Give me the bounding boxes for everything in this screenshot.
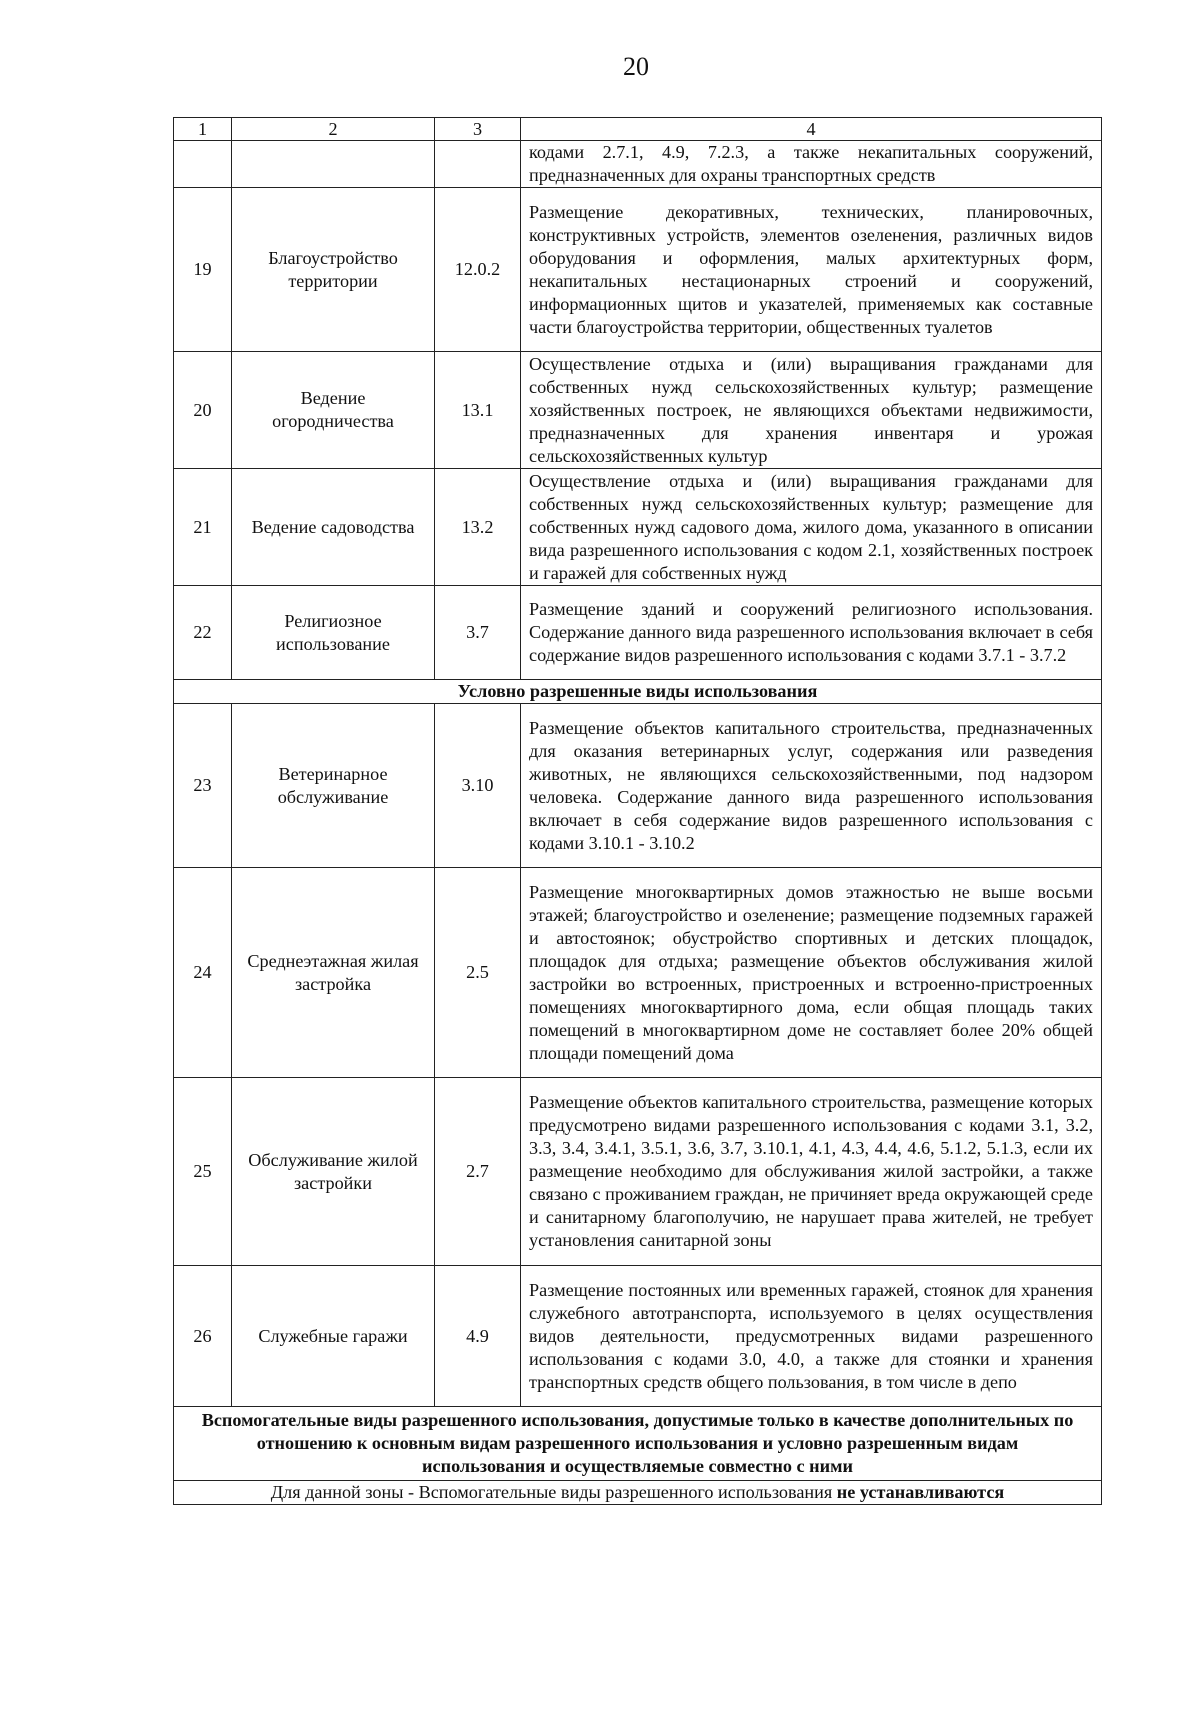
page-number: 20 [623, 52, 649, 81]
use-type-description: Размещение объектов капитального строительства, размещение которых предусмотрено видами разрешенного использования с кодами 3.1, 3.2, 3.3, 3.4, 3.4.1, 3.5.1, 3.6, 3.7, 3.10.1, 4.1, 4.3, 4.4, 4.6, 5.1.2, 5.1.3, если их размещение необходимо для обслуживания жилой застройки, а также связано с проживанием граждан, не причиняет вреда окружающей среде и санитарному благополучию, не нарушает права жителей, не требует установления санитарной зоны [521, 1078, 1102, 1266]
use-type-name: Благоустройство территории [232, 188, 435, 352]
use-type-code: 13.1 [435, 352, 521, 469]
header-cell-3: 3 [435, 118, 521, 141]
use-type-description: Размещение декоративных, технических, планировочных, конструктивных устройств, элементов озеленения, различных видов оборудования и оформления, малых архитектурных форм, некапитальных нестационарных строений и сооружений, информационных щитов и указателей, применяемых как составные части благоустройства территории, общественных туалетов [521, 188, 1102, 352]
use-type-code: 2.7 [435, 1078, 521, 1266]
land-use-table [173, 117, 1102, 1505]
table-row [174, 868, 1102, 1078]
use-type-description: Размещение зданий и сооружений религиозного использования. Содержание данного вида разрешенного использования включает в себя содержание видов разрешенного использования с кодами 3.7.1 - 3.7.2 [521, 586, 1102, 680]
section-heading-row [174, 1407, 1102, 1481]
row-number: 24 [174, 868, 232, 1078]
use-type-name: Служебные гаражи [232, 1266, 435, 1407]
section-heading-conditional: Условно разрешенные виды использования [174, 680, 1102, 704]
use-type-code: 12.0.2 [435, 188, 521, 352]
use-type-code: 4.9 [435, 1266, 521, 1407]
use-type-name: Ведение огородничества [232, 352, 435, 469]
table-row [174, 188, 1102, 352]
row-number: 23 [174, 704, 232, 868]
table-row [174, 704, 1102, 868]
footer-note-row [174, 1481, 1102, 1505]
use-type-description: Осуществление отдыха и (или) выращивания гражданами для собственных нужд сельскохозяйственных культур; размещение для собственных нужд садового дома, жилого дома, указанного в описании вида разрешенного использования с кодом 2.1, хозяйственных построек и гаражей для собственных нужд [521, 469, 1102, 586]
row-number: 20 [174, 352, 232, 469]
row-number: 22 [174, 586, 232, 680]
use-type-code: 13.2 [435, 469, 521, 586]
use-type-name: Обслуживание жилой застройки [232, 1078, 435, 1266]
use-type-description: Размещение постоянных или временных гаражей, стоянок для хранения служебного автотранспорта, используемого в целях осуществления видов деятельности, предусмотренных видами разрешенного использования с кодами 3.0, 4.0, а также для стоянки и хранения транспортных средств общего пользования, в том числе в депо [521, 1266, 1102, 1407]
table-header-row [174, 118, 1102, 141]
use-type-name: Среднеэтажная жилая застройка [232, 868, 435, 1078]
row-number: 26 [174, 1266, 232, 1407]
empty-cell [435, 141, 521, 188]
footer-note [174, 1481, 1102, 1505]
section-heading-auxiliary: Вспомогательные виды разрешенного использования, допустимые только в качестве дополнительных по отношению к основным видам разрешенного использования и условно разрешенным видам использования и осуществляемые совместно с ними [174, 1407, 1102, 1481]
empty-cell [174, 141, 232, 188]
use-type-name: Ведение садоводства [232, 469, 435, 586]
footer-note-prefix: Для данной зоны - Вспомогательные виды разрешенного использования [270, 1482, 837, 1502]
empty-cell [232, 141, 435, 188]
header-cell-4: 4 [521, 118, 1102, 141]
use-type-code: 3.10 [435, 704, 521, 868]
use-type-code: 2.5 [435, 868, 521, 1078]
header-cell-2: 2 [232, 118, 435, 141]
use-type-description: Осуществление отдыха и (или) выращивания гражданами для собственных нужд сельскохозяйственных культур; размещение хозяйственных построек, не являющихся объектами недвижимости, предназначенных для хранения инвентаря и урожая сельскохозяйственных культур [521, 352, 1102, 469]
table-row [174, 1078, 1102, 1266]
section-heading-row [174, 680, 1102, 704]
row-number: 19 [174, 188, 232, 352]
header-cell-1: 1 [174, 118, 232, 141]
use-type-description: Размещение многоквартирных домов этажностью не выше восьми этажей; благоустройство и озеленение; размещение подземных гаражей и автостоянок; обустройство спортивных и детских площадок, площадок для отдыха; размещение объектов обслуживания жилой застройки во встроенных, пристроенных и встроенно-пристроенных помещениях многоквартирного дома, если общая площадь таких помещений в многоквартирном доме не составляет более 20% общей площади помещений дома [521, 868, 1102, 1078]
table-row [174, 469, 1102, 586]
row-number: 25 [174, 1078, 232, 1266]
use-type-description: Размещение объектов капитального строительства, предназначенных для оказания ветеринарных услуг, содержания или разведения животных, не являющихся сельскохозяйственными, под надзором человека. Содержание данного вида разрешенного использования включает в себя содержание видов разрешенного использования с кодами 3.10.1 - 3.10.2 [521, 704, 1102, 868]
use-type-name: Ветеринарное обслуживание [232, 704, 435, 868]
table-row [174, 1266, 1102, 1407]
continuation-description: кодами 2.7.1, 4.9, 7.2.3, а также некапитальных сооружений, предназначенных для охраны транспортных средств [521, 141, 1102, 188]
use-type-code: 3.7 [435, 586, 521, 680]
use-type-name: Религиозное использование [232, 586, 435, 680]
table-row [174, 586, 1102, 680]
row-number: 21 [174, 469, 232, 586]
continuation-row [174, 141, 1102, 188]
table-row [174, 352, 1102, 469]
footer-note-bold: не устанавливаются [836, 1482, 1005, 1502]
